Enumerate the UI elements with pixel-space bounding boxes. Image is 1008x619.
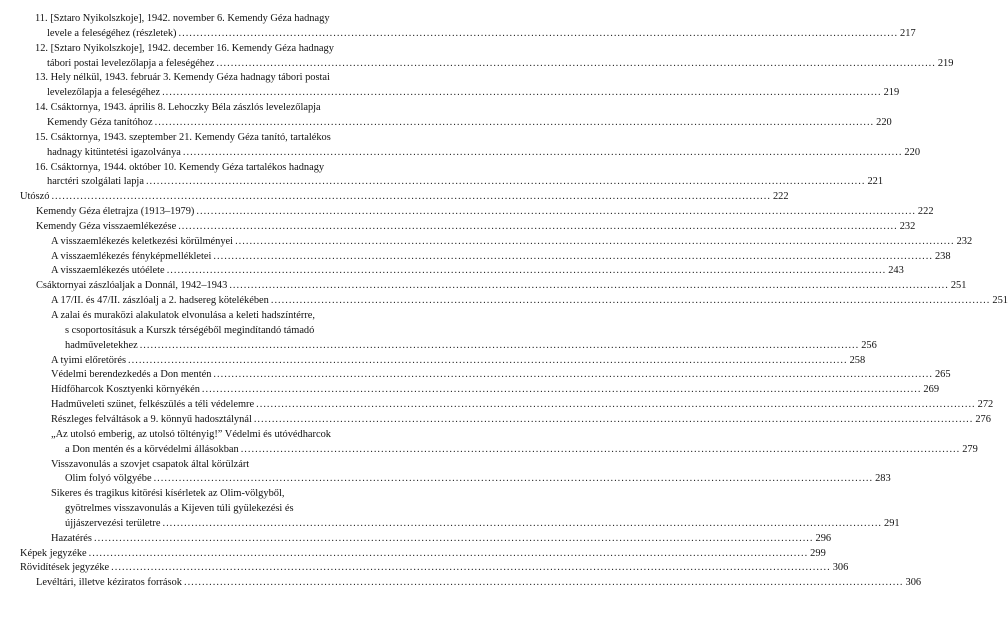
page-number: 220 <box>876 116 892 128</box>
toc-entry-text: Levéltári, illetve kéziratos források <box>36 577 182 589</box>
dot-leader: ........................................................................................................................................................................................................ <box>201 384 922 396</box>
toc-entry-text: gyötrelmes visszavonulás a Kijeven túli gyülekezési és <box>65 503 294 515</box>
toc-entry-text: 16. Csáktornya, 1944. október 10. Kemendy Géza tartalékos hadnagy <box>35 161 325 173</box>
page-number: 232 <box>956 235 973 247</box>
dot-leader: ........................................................................................................................................................................................................ <box>162 517 883 529</box>
dot-leader: ........................................................................................................................................................................................................ <box>235 235 955 247</box>
dot-leader: ........................................................................................................................................................................................................ <box>162 87 882 99</box>
dot-leader: ........................................................................................................................................................................................................ <box>213 250 933 262</box>
dot-leader: ........................................................................................................................................................................................................ <box>139 339 860 351</box>
dot-leader: ........................................................................................................................................................................................................ <box>270 295 991 307</box>
page-number: 220 <box>904 146 921 158</box>
dot-leader: ........................................................................................................................................................................................................ <box>229 280 949 292</box>
dot-leader: ........................................................................................................................................................................................................ <box>253 413 974 425</box>
page-number: 279 <box>962 443 978 455</box>
toc-entry-text: harctéri szolgálati lapja <box>47 176 144 188</box>
page-number: 217 <box>900 27 916 39</box>
dot-leader: ........................................................................................................................................................................................................ <box>153 473 874 485</box>
toc-entry-text: Csáktornyai zászlóaljak a Donnál, 1942–1943 <box>36 280 228 292</box>
page-number: 265 <box>934 369 951 381</box>
dot-leader: ........................................................................................................................................................................................................ <box>88 547 809 559</box>
toc-entry-text: hadműveletekhez <box>65 339 138 351</box>
toc-entry-text: Utószó <box>20 191 50 203</box>
toc-entry-text: Kemendy Géza tanítóhoz <box>47 116 153 128</box>
toc-entry-text: 11. [Sztaro Nyikolszkoje], 1942. november 6. Kemendy Géza hadnagy <box>35 13 330 24</box>
toc-entry-text: s csoportosításuk a Kurszk térségéből megindítandó támadó <box>65 324 315 336</box>
toc-entry-text: „Az utolsó emberig, az utolsó töltényig!” Védelmi és utóvédharcok <box>51 428 331 440</box>
toc-entry-text: 13. Hely nélkül, 1943. február 3. Kemendy Géza hadnagy tábori postai <box>35 72 330 84</box>
page-number: 221 <box>867 176 884 188</box>
toc-entry-text: 14. Csáktornya, 1943. április 8. Lehoczky Béla zászlós levelezőlapja <box>35 102 321 114</box>
page-number: 243 <box>888 265 904 277</box>
page-number: 256 <box>861 339 877 351</box>
toc-entry-text: Hídfőharcok Kosztyenki környékén <box>51 384 200 396</box>
page-number: 299 <box>810 547 826 559</box>
toc-entry-text: A visszaemlékezés keletkezési körülményei <box>51 235 234 247</box>
page-number: 269 <box>923 384 940 396</box>
toc-entry-text: tábori postai levelezőlapja a feleségéhez <box>47 57 215 69</box>
page-number: 219 <box>883 87 900 99</box>
toc-entry-text: Részleges felváltások a 9. könnyű hadosztálynál <box>51 413 252 425</box>
page-number: 306 <box>832 562 849 574</box>
dot-leader: ........................................................................................................................................................................................................ <box>213 369 933 381</box>
toc-entry-text: 12. [Sztaro Nyikolszkoje], 1942. december 16. Kemendy Géza hadnagy <box>35 42 334 54</box>
dot-leader: ........................................................................................................................................................................................................ <box>51 191 771 203</box>
page-number: 219 <box>937 57 954 69</box>
toc-entry-text: A visszaemlékezés utóélete <box>51 265 165 277</box>
dot-leader: ........................................................................................................................................................................................................ <box>182 146 903 158</box>
page-number: 291 <box>884 517 900 529</box>
dot-leader: ........................................................................................................................................................................................................ <box>183 577 904 589</box>
toc-entry-text: hadnagy kitüntetési igazolványa <box>47 146 181 158</box>
toc-entry-text: Visszavonulás a szovjet csapatok által körülzárt <box>51 458 250 470</box>
dot-leader: ........................................................................................................................................................................................................ <box>145 176 866 188</box>
dot-leader: ........................................................................................................................................................................................................ <box>128 354 848 366</box>
page-number: 296 <box>815 532 832 544</box>
page-number: 283 <box>875 473 891 485</box>
page-number: 272 <box>977 399 994 411</box>
toc-entry-text: Hazatérés <box>51 532 92 544</box>
dot-leader: ........................................................................................................................................................................................................ <box>240 443 961 455</box>
dot-leader: ........................................................................................................................................................................................................ <box>256 399 976 411</box>
toc-entry-text: A tyimi előretörés <box>51 354 127 366</box>
toc-entry-text: Képek jegyzéke <box>20 547 87 559</box>
toc-entry-text: A zalai és muraközi alakulatok elvonulása a keleti hadszíntérre, <box>51 310 315 321</box>
toc-entry-text: újjászervezési területre <box>65 517 161 529</box>
dot-leader: ........................................................................................................................................................................................................ <box>178 27 899 39</box>
page-number: 306 <box>905 577 922 589</box>
page-number: 276 <box>975 413 991 425</box>
toc-entry-text: Kemendy Géza életrajza (1913–1979) <box>36 206 195 218</box>
toc-entry-text: Hadműveleti szünet, felkészülés a téli védelemre <box>51 399 255 411</box>
dot-leader: ........................................................................................................................................................................................................ <box>216 57 936 69</box>
toc-entry-text: levelezőlapja a feleségéhez <box>47 87 161 99</box>
toc-entry-text: Olim folyó völgyébe <box>65 473 152 485</box>
dot-leader: ........................................................................................................................................................................................................ <box>93 532 814 544</box>
dot-leader: ........................................................................................................................................................................................................ <box>166 265 887 277</box>
toc-entry-text: A 17/II. és 47/II. zászlóalj a 2. hadsereg kötelékében <box>51 295 269 307</box>
toc-entry-text: a Don mentén és a körvédelmi állásokban <box>65 443 239 455</box>
dot-leader: ........................................................................................................................................................................................................ <box>178 220 898 232</box>
dot-leader: ........................................................................................................................................................................................................ <box>111 562 831 574</box>
toc-entry-text: Rövidítések jegyzéke <box>20 562 110 574</box>
page-number: 222 <box>917 206 934 218</box>
dot-leader: ........................................................................................................................................................................................................ <box>196 206 916 218</box>
toc-entry-text: A visszaemlékezés fényképmellékletei <box>51 250 212 262</box>
page-number: 232 <box>899 220 916 232</box>
page-number: 251 <box>950 280 967 292</box>
page-number: 222 <box>772 191 789 203</box>
toc-entry-text: Kemendy Géza visszaemlékezése <box>36 220 177 232</box>
toc-entry-text: Védelmi berendezkedés a Don mentén <box>51 369 212 381</box>
toc-entry-text: Sikeres és tragikus kitörési kísérletek az Olim-völgyből, <box>51 488 285 500</box>
toc-entry-text: levele a feleségéhez (részletek) <box>47 27 177 39</box>
toc-entry-text: 15. Csáktornya, 1943. szeptember 21. Kemendy Géza tanító, tartalékos <box>35 131 331 143</box>
page-number: 238 <box>934 250 951 262</box>
page-number: 258 <box>849 354 866 366</box>
page-number: 251 <box>992 295 1008 307</box>
dot-leader: ........................................................................................................................................................................................................ <box>154 116 875 128</box>
